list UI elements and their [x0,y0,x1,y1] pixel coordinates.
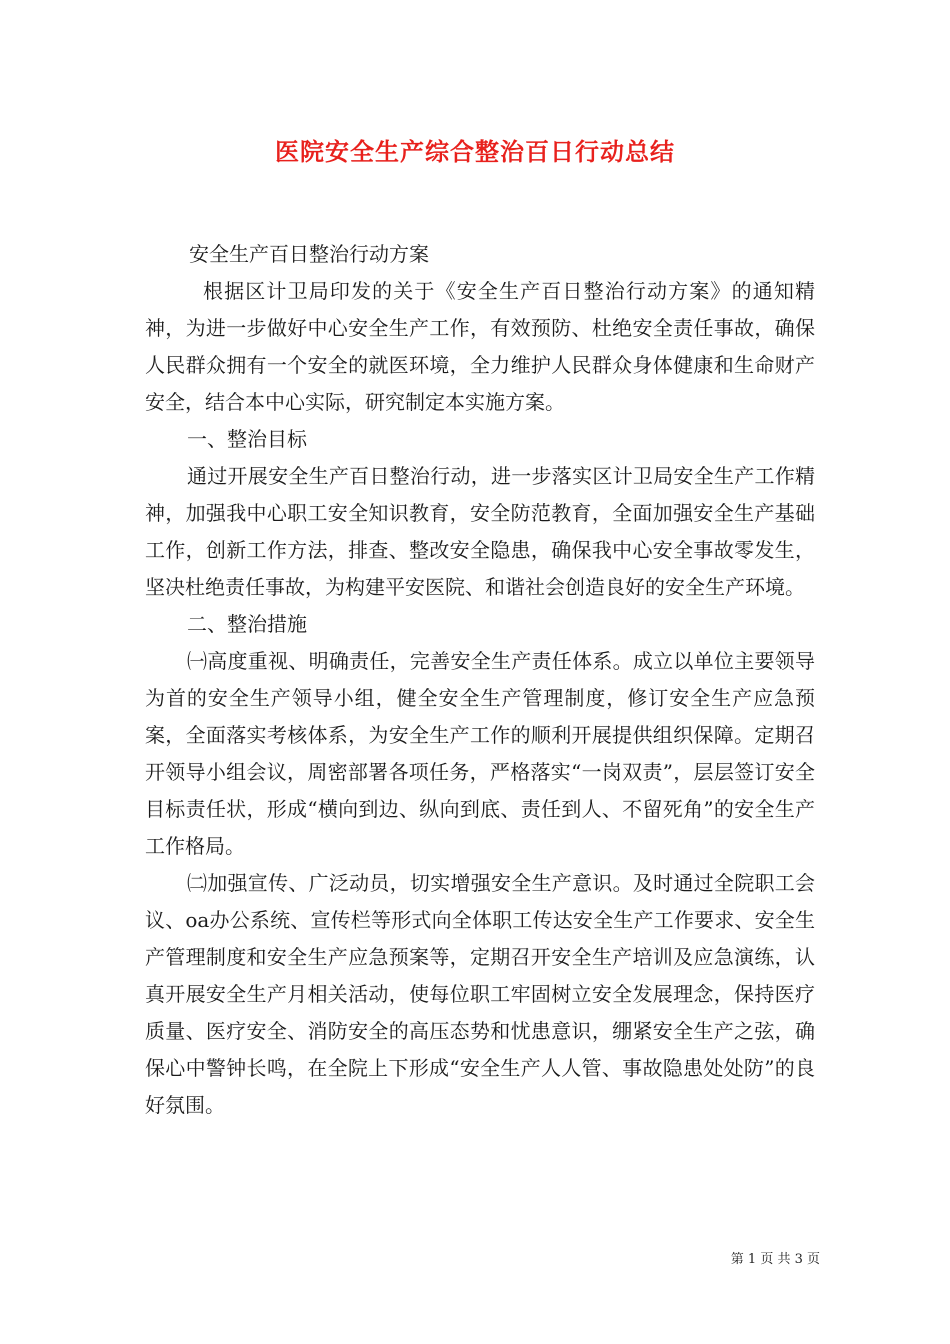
section-heading-goals: 一、整治目标 [187,427,307,451]
measure-paragraph-1: ㈠高度重视、明确责任，完善安全生产责任体系。成立以单位主要领导为首的安全生产领导小组，健全安全生产管理制度，修订安全生产应急预案，全面落实考核体系，为安全生产工作的顺利开展提供组织保障。定期召开领导小组会议，周密部署各项任务，严格落实“一岗双责”，层层签订安全目标责任状，形成“横向到边、纵向到底、责任到人、不留死角”的安全生产工作格局。 [145,649,815,858]
goals-paragraph: 通过开展安全生产百日整治行动，进一步落实区计卫局安全生产工作精神，加强我中心职工安全知识教育，安全防范教育，全面加强安全生产基础工作，创新工作方法，排查、整改安全隐患，确保我中心安全事故零发生，坚决杜绝责任事故，为构建平安医院、和谐社会创造良好的安全生产环境。 [145,464,815,599]
intro-paragraph: 根据区计卫局印发的关于《安全生产百日整治行动方案》的通知精神，为进一步做好中心安全生产工作，有效预防、杜绝安全责任事故，确保人民群众拥有一个安全的就医环境，全力维护人民群众身体健康和生命财产安全，结合本中心实际，研究制定本实施方案。 [145,279,815,414]
measure-paragraph-2: ㈡加强宣传、广泛动员，切实增强安全生产意识。及时通过全院职工会议、oa办公系统、宣传栏等形式向全体职工传达安全生产工作要求、安全生产管理制度和安全生产应急预案等，定期召开安全生产培训及应急演练，认真开展安全生产月相关活动，使每位职工牢固树立安全发展理念，保持医疗质量、医疗安全、消防安全的高压态势和忧患意识，绷紧安全生产之弦，确保心中警钟长鸣，在全院上下形成“安全生产人人管、事故隐患处处防”的良好氛围。 [145,871,815,1117]
page-number: 第 1 页 共 3 页 [730,1252,820,1267]
section-heading-measures: 二、整治措施 [187,612,307,636]
document-title: 医院安全生产综合整治百日行动总结 [275,137,675,166]
document-body [145,236,815,1124]
plan-subtitle: 安全生产百日整治行动方案 [189,242,429,266]
